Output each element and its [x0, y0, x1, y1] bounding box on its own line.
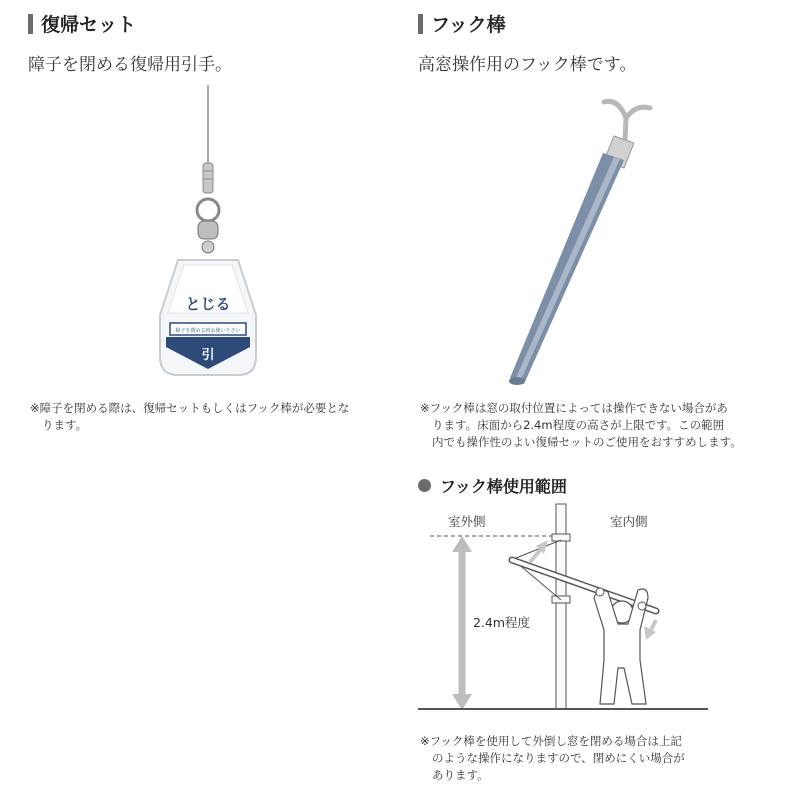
hook-pole-bottom-note — [420, 733, 780, 784]
return-set-note — [30, 400, 380, 434]
inside-label: 室内側 — [610, 514, 648, 529]
return-set-subtitle: 障子を閉める復帰用引手。 — [28, 55, 232, 75]
height-label: 2.4m程度 — [473, 615, 531, 630]
note-line: ※フック棒は窓の取付位置によっては操作できない場合があ — [420, 401, 728, 415]
hook-pole-title: フック棒 — [431, 14, 506, 36]
hook-pole-subtitle: 高窓操作用のフック棒です。 — [418, 55, 637, 75]
heading-dot — [418, 479, 431, 492]
product-label-pull: 引 — [201, 348, 215, 363]
heading-bar — [418, 14, 423, 34]
return-set-heading — [28, 10, 136, 37]
range-diagram — [418, 500, 718, 720]
product-label-main: とじる — [185, 295, 231, 313]
product-label-strip: 障子を閉める時お使い下さい — [175, 328, 241, 334]
note-line: ります。 — [42, 418, 88, 432]
note-line: ※フック棒を使用して外倒し窓を閉める場合は上記 — [420, 734, 682, 748]
note-line: あります。 — [432, 768, 489, 782]
range-heading-title: フック棒使用範囲 — [440, 477, 567, 496]
hook-pole-heading — [418, 10, 506, 37]
hook-pole-note — [420, 400, 780, 451]
hook-pole-illustration — [498, 88, 678, 388]
heading-bar — [28, 14, 33, 34]
note-line: ※障子を閉める際は、復帰セットもしくはフック棒が必要とな — [30, 401, 350, 415]
range-heading — [418, 474, 567, 497]
note-line: のような操作になりますので、閉めにくい場合が — [432, 751, 685, 765]
return-set-illustration — [138, 85, 278, 385]
note-line: 内でも操作性のよい復帰セットのご使用をおすすめします。 — [432, 435, 742, 449]
return-set-title: 復帰セット — [41, 14, 137, 36]
note-line: ります。床面から2.4m程度の高さが上限です。この範囲 — [432, 418, 725, 432]
outside-label: 室外側 — [448, 514, 486, 529]
